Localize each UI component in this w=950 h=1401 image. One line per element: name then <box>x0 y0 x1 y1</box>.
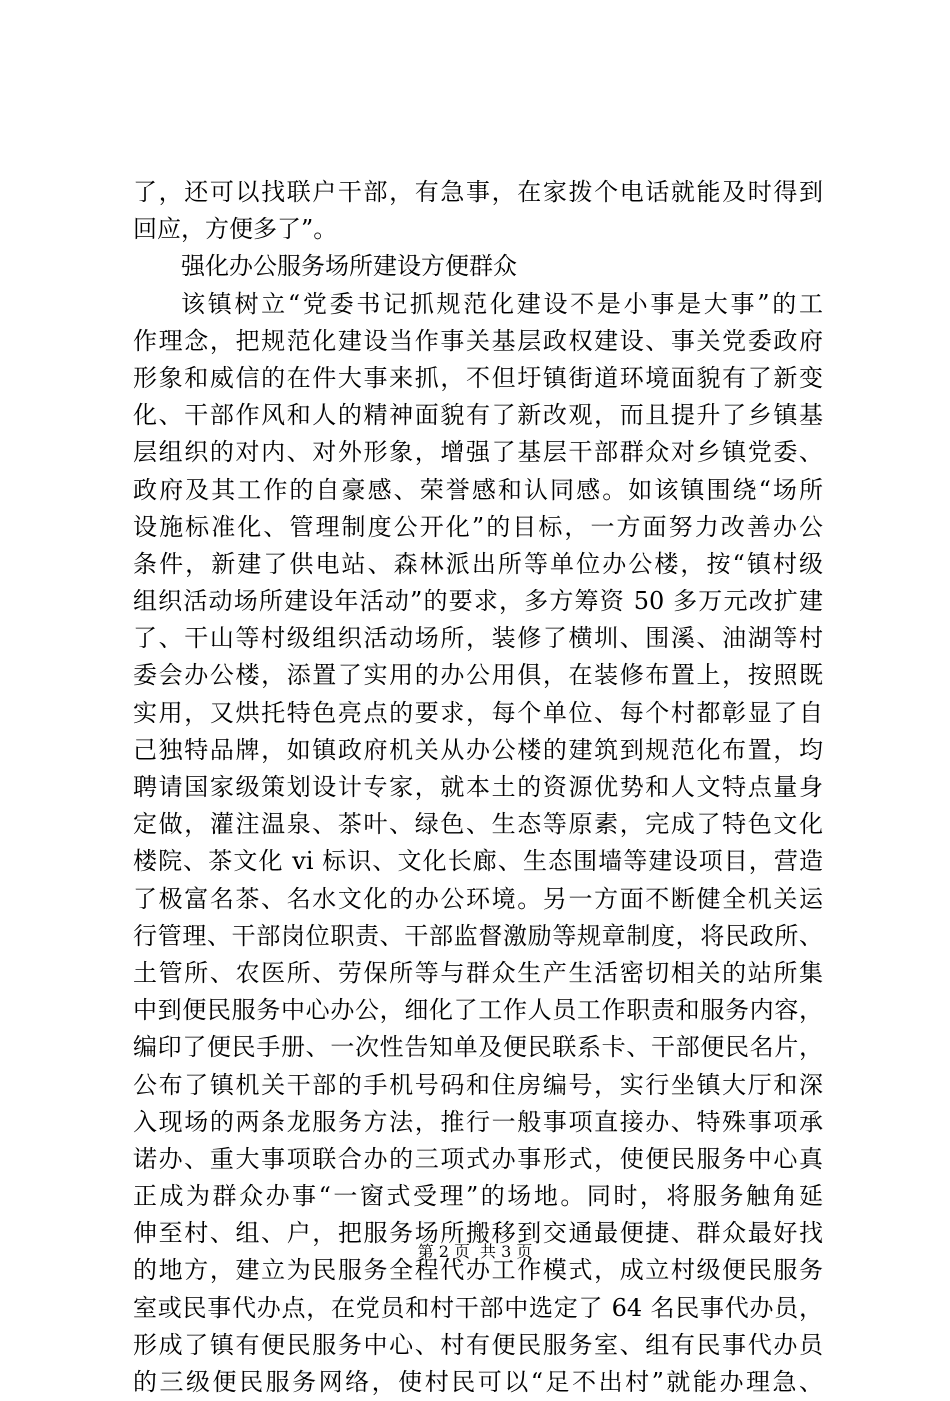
text-line: 条件，新建了供电站、森林派出所等单位办公楼，按“镇村级 <box>133 549 823 578</box>
text-line: 设施标准化、管理制度公开化”的目标，一方面努力改善办公 <box>133 512 823 541</box>
text-line: 政府及其工作的自豪感、荣誉感和认同感。如该镇围绕“场所 <box>133 475 823 504</box>
text-line: 层组织的对内、对外形象，增强了基层干部群众对乡镇党委、 <box>133 438 823 467</box>
text-line: 的地方，建立为民服务全程代办工作模式，成立村级便民服务 <box>133 1256 823 1285</box>
text-line: 定做，灌注温泉、茶叶、绿色、生态等原素，完成了特色文化 <box>133 810 823 839</box>
text-line: 伸至村、组、户，把服务场所搬移到交通最便捷、群众最好找 <box>133 1219 823 1248</box>
text-line: 组织活动场所建设年活动”的要求，多方筹资 50 多万元改扩建 <box>133 587 823 616</box>
text-line: 化、干部作风和人的精神面貌有了新改观，而且提升了乡镇基 <box>133 401 823 430</box>
document-body <box>133 174 823 1401</box>
text-line: 公布了镇机关干部的手机号码和住房编号，实行坐镇大厅和深 <box>133 1070 823 1099</box>
text-line: 回应，方便多了”。 <box>133 215 338 244</box>
text-line: 的三级便民服务网络，使村民可以“足不出村”就能办理急、 <box>133 1368 823 1396</box>
text-line: 己独特品牌，如镇政府机关从办公楼的建筑到规范化布置，均 <box>133 735 823 764</box>
text-line: 编印了便民手册、一次性告知单及便民联系卡、干部便民名片， <box>133 1033 823 1062</box>
text-line: 实用，又烘托特色亮点的要求，每个单位、每个村都彰显了自 <box>133 698 823 727</box>
page-number: 第 2 页 <box>417 1242 470 1261</box>
text-line: 土管所、农医所、劳保所等与群众生产生活密切相关的站所集 <box>133 958 823 987</box>
text-line: 作理念，把规范化建设当作事关基层政权建设、事关党委政府 <box>133 326 823 355</box>
text-line: 楼院、茶文化 vi 标识、文化长廊、生态围墙等建设项目，营造 <box>133 847 823 876</box>
text-line: 正成为群众办事“一窗式受理”的场地。同时，将服务触角延 <box>133 1182 823 1211</box>
page-footer <box>0 1242 950 1262</box>
text-line: 行管理、干部岗位职责、干部监督激励等规章制度，将民政所、 <box>133 921 823 950</box>
page-total: 共 3 页 <box>480 1242 533 1261</box>
section-heading: 强化办公服务场所建设方便群众 <box>181 252 517 281</box>
text-line: 了极富名茶、名水文化的办公环境。另一方面不断健全机关运 <box>133 884 823 913</box>
text-line: 诺办、重大事项联合办的三项式办事形式，使便民服务中心真 <box>133 1144 823 1173</box>
text-line: 室或民事代办点，在党员和村干部中选定了 64 名民事代办员， <box>133 1293 823 1322</box>
text-line: 入现场的两条龙服务方法，推行一般事项直接办、特殊事项承 <box>133 1107 823 1136</box>
text-line: 了，还可以找联户干部，有急事，在家拨个电话就能及时得到 <box>133 178 823 206</box>
text-line: 委会办公楼，添置了实用的办公用俱，在装修布置上，按照既 <box>133 661 823 690</box>
text-line: 中到便民服务中心办公，细化了工作人员工作职责和服务内容， <box>133 996 823 1025</box>
text-line: 该镇树立“党委书记抓规范化建设不是小事是大事”的工 <box>181 289 823 318</box>
text-line: 聘请国家级策划设计专家，就本土的资源优势和人文特点量身 <box>133 773 823 801</box>
text-line: 了、干山等村级组织活动场所，装修了横圳、围溪、油湖等村 <box>133 624 823 653</box>
text-line: 形象和威信的在件大事来抓，不但圩镇街道环境面貌有了新变 <box>133 363 823 392</box>
text-line: 形成了镇有便民服务中心、村有便民服务室、组有民事代办员 <box>133 1330 823 1359</box>
